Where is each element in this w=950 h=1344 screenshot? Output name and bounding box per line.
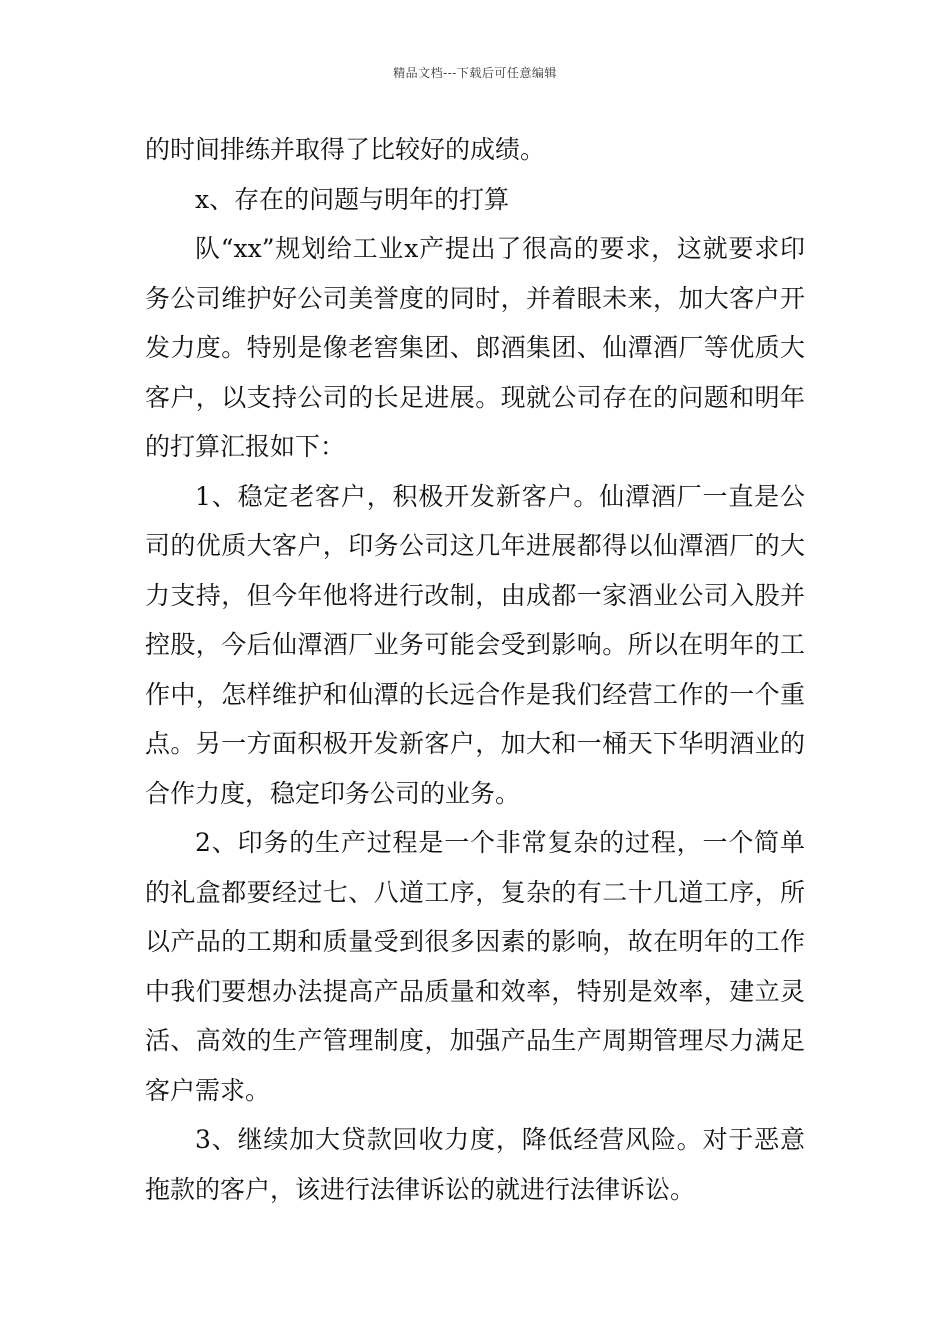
paragraph-intro: 队“xx”规划给工业x产提出了很高的要求，这就要求印务公司维护好公司美誉度的同时，并着眼未来，加大客户开发力度。特别是像老窖集团、郎酒集团、仙潭酒厂等优质大客户，以支持公司的长足进展。现就公司存在的问题和明年的打算汇报如下： [145, 234, 805, 461]
page-header: 精品文档---下载后可任意编辑 [393, 66, 557, 80]
document-body [145, 125, 805, 1214]
paragraph-item-2: 2、印务的生产过程是一个非常复杂的过程，一个简单的礼盒都要经过七、八道工序，复杂的有二十几道工序，所以产品的工期和质量受到很多因素的影响，故在明年的工作中我们要想办法提高产品质量和效率，特别是效率，建立灵活、高效的生产管理制度，加强产品生产周期管理尽力满足客户需求。 [145, 828, 805, 1105]
paragraph-continuation: 的时间排练并取得了比较好的成绩。 [145, 135, 546, 164]
section-heading: x、存在的问题与明年的打算 [195, 184, 510, 214]
paragraph-item-1: 1、稳定老客户，积极开发新客户。仙潭酒厂一直是公司的优质大客户，印务公司这几年进展都得以仙潭酒厂的大力支持，但今年他将进行改制，由成都一家酒业公司入股并控股，今后仙潭酒厂业务可能会受到影响。所以在明年的工作中，怎样维护和仙潭的长远合作是我们经营工作的一个重点。另一方面积极开发新客户，加大和一桶天下华明酒业的合作力度，稳定印务公司的业务。 [145, 481, 805, 808]
paragraph-item-3: 3、继续加大贷款回收力度，降低经营风险。对于恶意拖款的客户，该进行法律诉讼的就进行法律诉讼。 [145, 1125, 805, 1204]
